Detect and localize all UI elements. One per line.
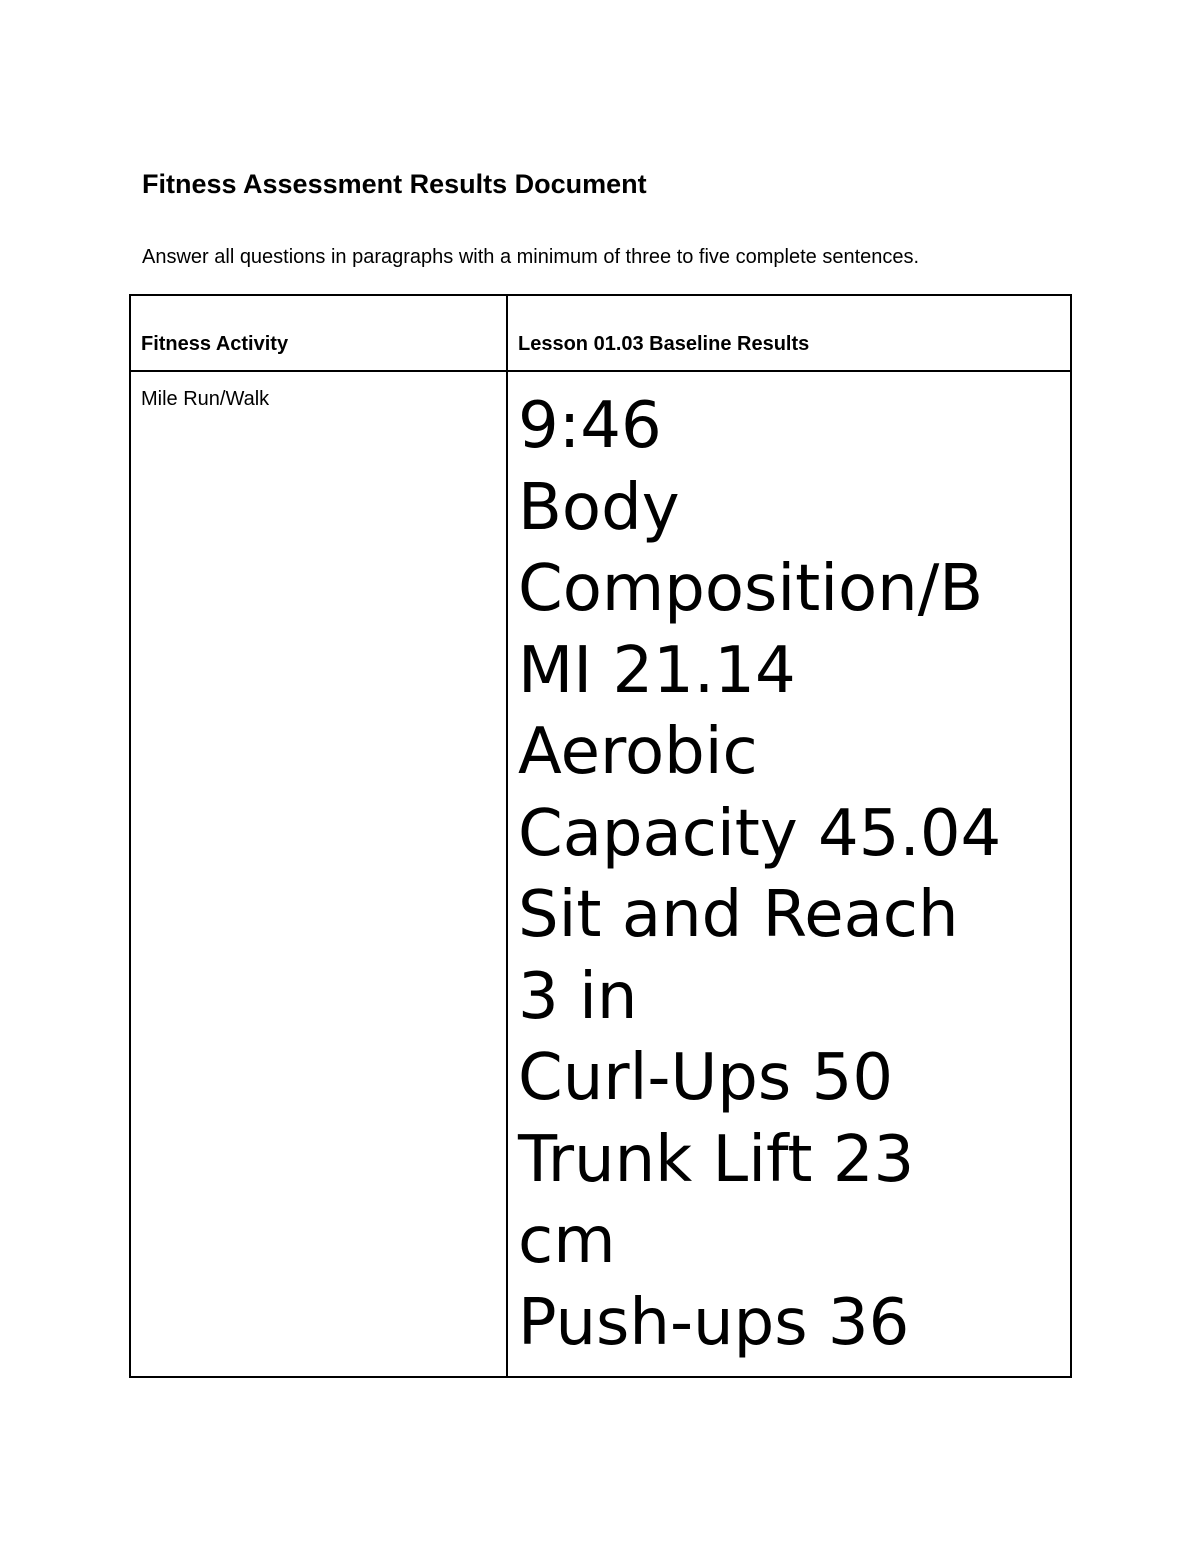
results-cell	[507, 371, 1071, 1377]
table-row	[130, 371, 1071, 1377]
results-line: 9:46	[518, 389, 662, 463]
results-table	[129, 294, 1072, 1378]
table-header-row	[130, 295, 1071, 371]
results-line: Body	[518, 470, 680, 545]
results-line: Push-ups 36	[518, 1285, 910, 1360]
results-line: Aerobic	[518, 715, 758, 789]
results-line: cm	[518, 1204, 616, 1278]
activity-cell: Mile Run/Walk	[130, 371, 507, 1377]
results-line: Capacity 45.04	[518, 796, 1002, 871]
results-line: 3 in	[518, 959, 638, 1034]
header-baseline-results: Lesson 01.03 Baseline Results	[507, 295, 1071, 371]
results-line: Composition/B	[518, 552, 984, 626]
header-fitness-activity: Fitness Activity	[130, 295, 507, 371]
instructions-text: Answer all questions in paragraphs with a minimum of three to five complete sentences.	[142, 246, 920, 268]
results-line: Trunk Lift 23	[518, 1122, 915, 1197]
document-title: Fitness Assessment Results Document	[142, 169, 647, 199]
results-line: Sit and Reach	[518, 878, 959, 952]
results-line: MI 21.14	[518, 633, 796, 708]
results-line: Curl-Ups 50	[518, 1041, 894, 1115]
